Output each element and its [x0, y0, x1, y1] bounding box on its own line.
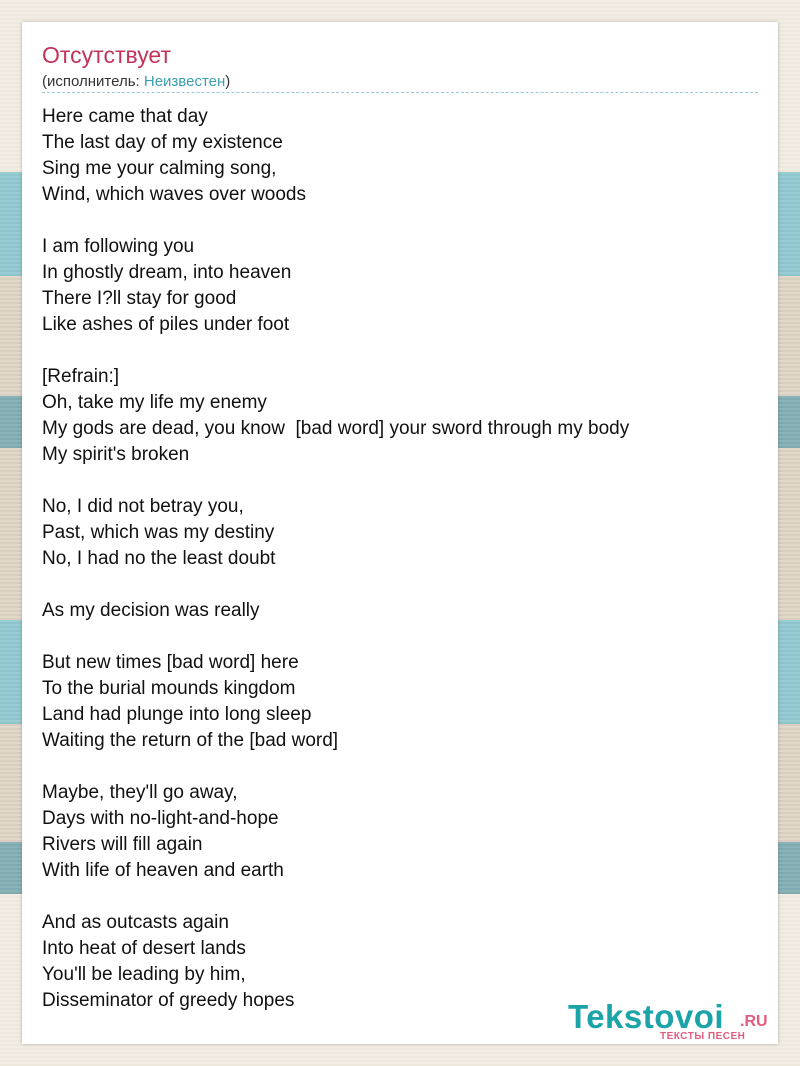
lyric-line: To the burial mounds kingdom	[42, 678, 296, 699]
lyric-line: Land had plunge into long sleep	[42, 704, 312, 725]
lyrics-card	[22, 22, 778, 1044]
lyric-line: My spirit's broken	[42, 444, 190, 465]
lyric-line: Days with no-light-and-hope	[42, 808, 279, 829]
lyric-line: My gods are dead, you know [bad word] your sword through my body	[42, 418, 630, 439]
lyric-line: In ghostly dream, into heaven	[42, 262, 292, 283]
lyric-line: Oh, take my life my enemy	[42, 392, 267, 413]
song-title: Отсутствует	[42, 42, 171, 68]
lyric-blank-line	[42, 208, 758, 234]
lyric-line: You'll be leading by him,	[42, 964, 246, 985]
lyric-blank-line	[42, 754, 758, 780]
lyric-line: And as outcasts again	[42, 912, 229, 933]
artist-suffix: )	[225, 73, 231, 90]
logo-subtitle: ТЕКСТЫ ПЕСЕН	[660, 1031, 746, 1042]
lyric-blank-line	[42, 624, 758, 650]
lyrics-text	[42, 104, 758, 1014]
lyric-blank-line	[42, 884, 758, 910]
lyric-blank-line	[42, 572, 758, 598]
artist-line	[42, 73, 230, 90]
lyric-line: The last day of my existence	[42, 132, 283, 153]
lyric-line: Here came that day	[42, 106, 208, 127]
lyric-line: But new times [bad word] here	[42, 652, 299, 673]
logo-wordmark: Tekstovoi	[568, 998, 725, 1035]
lyric-line: As my decision was really	[42, 600, 260, 621]
lyric-line: Sing me your calming song,	[42, 158, 277, 179]
lyric-line: Maybe, they'll go away,	[42, 782, 238, 803]
lyric-line: Disseminator of greedy hopes	[42, 990, 295, 1011]
lyric-line: Rivers will fill again	[42, 834, 203, 855]
site-logo[interactable]	[568, 998, 778, 1044]
lyric-line: I am following you	[42, 236, 195, 257]
lyric-blank-line	[42, 338, 758, 364]
lyric-line: No, I did not betray you,	[42, 496, 244, 517]
lyric-line: Past, which was my destiny	[42, 522, 275, 543]
lyric-line: There I?ll stay for good	[42, 288, 237, 309]
lyric-line: Waiting the return of the [bad word]	[42, 730, 339, 751]
lyric-line: Into heat of desert lands	[42, 938, 246, 959]
artist-link[interactable]: Неизвестен	[143, 73, 226, 90]
lyric-line: Wind, which waves over woods	[42, 184, 306, 205]
lyric-line: [Refrain:]	[42, 366, 120, 387]
logo-tld: .RU	[740, 1013, 768, 1030]
lyric-line: Like ashes of piles under foot	[42, 314, 290, 335]
lyric-line: With life of heaven and earth	[42, 860, 284, 881]
lyric-blank-line	[42, 468, 758, 494]
title-divider	[42, 92, 758, 93]
artist-prefix: (исполнитель:	[42, 73, 144, 90]
lyric-line: No, I had no the least doubt	[42, 548, 276, 569]
